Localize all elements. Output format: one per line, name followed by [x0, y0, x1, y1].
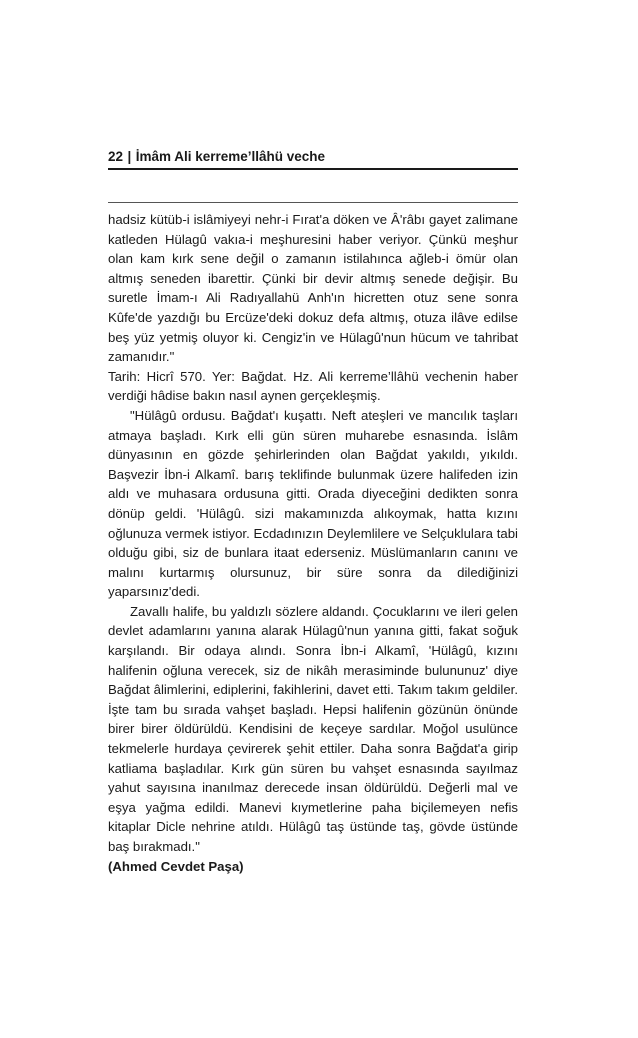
header-separator: |: [127, 149, 132, 164]
paragraph-1: hadsiz kütüb-i islâmiyeyi nehr-i Fırat'a döken ve Â'râbı gayet zalimane katleden Hülagû vakıa-i meşhuresini haber veriyor. Çünkü meşhur olan kam kırk sene değil o zamanın istilahınca ağleb-i ömür olan altmış seneden ibarettir. Çünki bir devir altmış senede değişir. Bu suretle İmam-ı Ali Radıyallahü Anh'ın hicretten otuz sene sonra Kûfe'de yazdığı bu Ercüze'deki dokuz defa altmış, otuza ilâve edilse beş yüz yetmiş oluyor ki. Cengiz'in ve Hülagû'nun hücum ve tahribat zamanıdır.": [108, 212, 518, 365]
page-header: [108, 146, 518, 170]
body-text: [108, 210, 518, 876]
paragraph-3: "Hülâgû ordusu. Bağdat'ı kuşattı. Neft ateşleri ve mancılık taşları atmaya başladı. Kırk elli gün süren muharebe esnasında. İslâm dünyasının en gözde şehirlerinden olan Bağdat yakıldı, yıkıldı. Başvezir İbn-i Alkamî. barış teklifinde bulunmak üzere halifeden izin aldı ve muhasara ordusuna gitti. Orada diyeceğini dedikten sonra dönüp geldi. 'Hülâgû. sizi makamınızda alıkoymak, hatta kızını oğlunuza vermek istiyor. Ecdadınızın Deylemlilere ve Selçuklulara tabi olduğu gibi, siz de bunlara itaat ederseniz. Müslümanların canını ve malını kurtarmış olursunuz, bir süre sonra da dilediğinizi yaparsınız'dedi.: [108, 407, 518, 600]
author-attribution: (Ahmed Cevdet Paşa): [108, 858, 244, 874]
paragraph-4: Zavallı halife, bu yaldızlı sözlere aldandı. Çocuklarını ve ileri gelen devlet adamlarını yanına alarak Hülagû'nun yanına gitti, fakat soğuk karşılandı. Bir odaya alındı. Sonra İbn-i Alkamî, 'Hülâgû, kızını halifenin oğluna verecek, siz de nikâh merasiminde bulununuz' diye Bağdat âlimlerini, ediplerini, fakihlerini, davet etti. Takım takım geldiler. İşte tam bu sırada vahşet başladı. Hepsi halifenin gözünün önünde birer birer öldürüldü. Kendisini de keçeye sardılar. Moğol usulünce tekmelerle hurdaya çevirerek şehit ettiler. Daha sonra Bağdat'a girip katliama başladılar. Kırk gün süren bu vahşet esnasında sayılmaz yahut sayısına inanılmaz derecede insan öldürüldü. Değerli mal ve eşya yağma edildi. Manevi kıymetlerine paha biçilemeyen nefis kitaplar Dicle nehrine atıldı. Hülâgû taş üstünde taş, gövde üstünde baş bırakmadı.": [108, 603, 518, 854]
chapter-title: İmâm Ali kerreme’llâhü veche: [135, 149, 326, 164]
section-divider: [108, 202, 518, 203]
paragraph-2: Tarih: Hicrî 570. Yer: Bağdat. Hz. Ali kerreme’llâhü vechenin haber verdiği hâdise bakın nasıl aynen gerçekleşmiş.: [108, 368, 518, 404]
page-number: 22: [108, 149, 124, 164]
